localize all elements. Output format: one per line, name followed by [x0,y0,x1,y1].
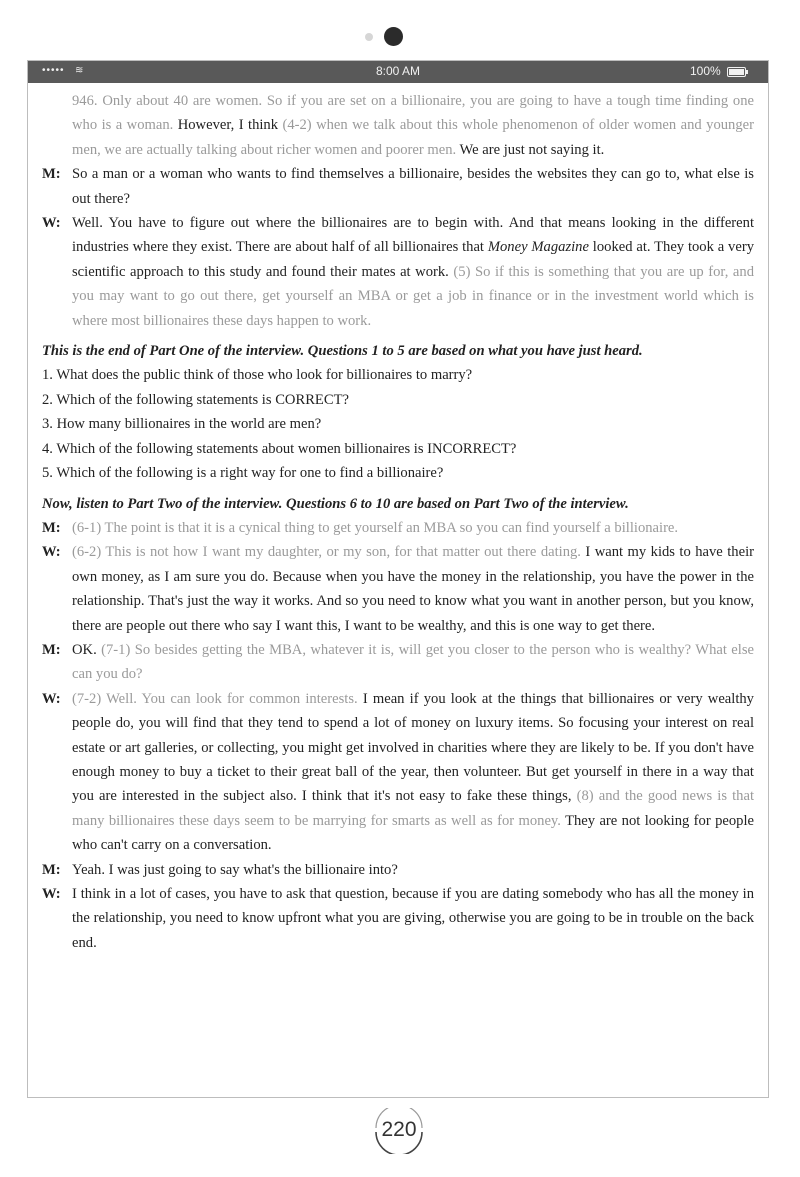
dialogue-text: Well. You have to figure out where the billionaires are to begin with. And that means looking in the different industries where they exist. There are about half of all billionaires that Money Magazine looked at. They took a very scientific approach to this study and found their mates at work. (5) So if this is something that you are up for, and you may want to go out there, get yourself an MBA or get a job in finance or in the investment world which is where most billionaires these days happen to work. [72,215,754,329]
dialogue-line [42,516,754,540]
question-item: 3. How many billionaires in the world are men? [42,416,322,433]
dialogue-line [42,858,754,882]
dialogue-text: I think in a lot of cases, you have to ask that question, because if you are dating somebody who has all the money in the relationship, you need to know upfront what you are giving, otherwise you are going to be in trouble on the back end. [72,886,754,951]
question-item: 4. Which of the following statements about women billionaires is INCORRECT? [42,440,517,457]
dialogue-text: Yeah. I was just going to say what's the billionaire into? [72,861,398,878]
dialogue-line [42,687,754,858]
status-time: 8:00 AM [375,64,421,78]
dialogue-line [42,540,754,638]
question-item: 1. What does the public think of those who look for billionaires to marry? [42,367,473,384]
dialogue-text: (6-2) This is not how I want my daughter, or my son, for that matter out there dating. I want my kids to have their own money, as I am sure you do. Because when you have the money in the relationship, you have the power in the relationship. That's just the way it works. And so you need to know what you want in another person, but you know, there are people out there who say I want this, I want to be wealthy, and this is one way to get there. [72,544,754,634]
speaker-label: M: [42,166,61,183]
question-item: 5. Which of the following is a right way for one to find a billionaire? [42,465,444,482]
page-number-text: 220 [381,1118,417,1141]
speaker-label: W: [42,886,61,902]
transcript-paragraph: 946. Only about 40 are women. So if you are set on a billionaire, you are going to have a tough time finding one who is a woman. However, I think (4-2) when we talk about this whole phenomenon of older women and younger men, we are actually talking about richer women and poorer men. We are just not saying it. [72,93,754,158]
speaker-label: W: [42,544,61,561]
speaker-label: W: [42,690,61,707]
battery-icon [727,67,746,77]
speaker-label: M: [42,861,61,878]
device-frame [27,60,769,1098]
battery-tip [746,70,748,74]
dialogue-text: (7-2) Well. You can look for common interests. I mean if you look at the things that billionaires or very wealthy people do, you will find that they tend to spend a lot of money on luxury items. So focusing your interest on real estate or art galleries, or collecting, you might get involved in charities where they are likely to be. If you don't have enough money to buy a ticket to their great ball of the year, then volunteer. But get yourself in there in a way that you are interested in the subject also. I think that it's not easy to fake these things, (8) and the good news is that many billionaires these days seem to be marrying for smarts as well as for money. They are not looking for people who can't carry on a conversation. [72,690,754,854]
dialogue-text: (6-1) The point is that it is a cynical thing to get yourself an MBA so you can find yourself a billionaire. [72,519,679,536]
transcript-content [42,89,754,955]
speaker-label: W: [42,215,61,232]
section-title: Now, listen to Part Two of the interview. Questions 6 to 10 are based on Part Two of the interview. [42,495,629,512]
wifi-icon: ≋ [75,65,84,76]
page-number [370,1108,428,1150]
question-item: 2. Which of the following statements is CORRECT? [42,391,349,408]
signal-icon: ••••• [42,65,65,76]
dialogue-line [42,882,754,955]
speaker-label: M: [42,519,61,536]
section-title: This is the end of Part One of the interview. Questions 1 to 5 are based on what you have just heard. [42,343,643,360]
page-dot-active[interactable] [384,27,403,46]
status-bar [28,61,768,83]
page-dot-inactive[interactable] [365,33,373,41]
dialogue-text: So a man or a woman who wants to find themselves a billionaire, besides the websites they can go to, what else is out there? [72,166,754,207]
dialogue-line [42,638,754,687]
dialogue-line [42,211,754,333]
page-indicator[interactable] [364,27,424,47]
dialogue-line [42,162,754,211]
dialogue-text: OK. (7-1) So besides getting the MBA, whatever it is, will get you closer to the person who is wealthy? What else can you do? [72,641,754,683]
speaker-label: M: [42,641,61,658]
battery-percent: 100% [690,64,721,78]
